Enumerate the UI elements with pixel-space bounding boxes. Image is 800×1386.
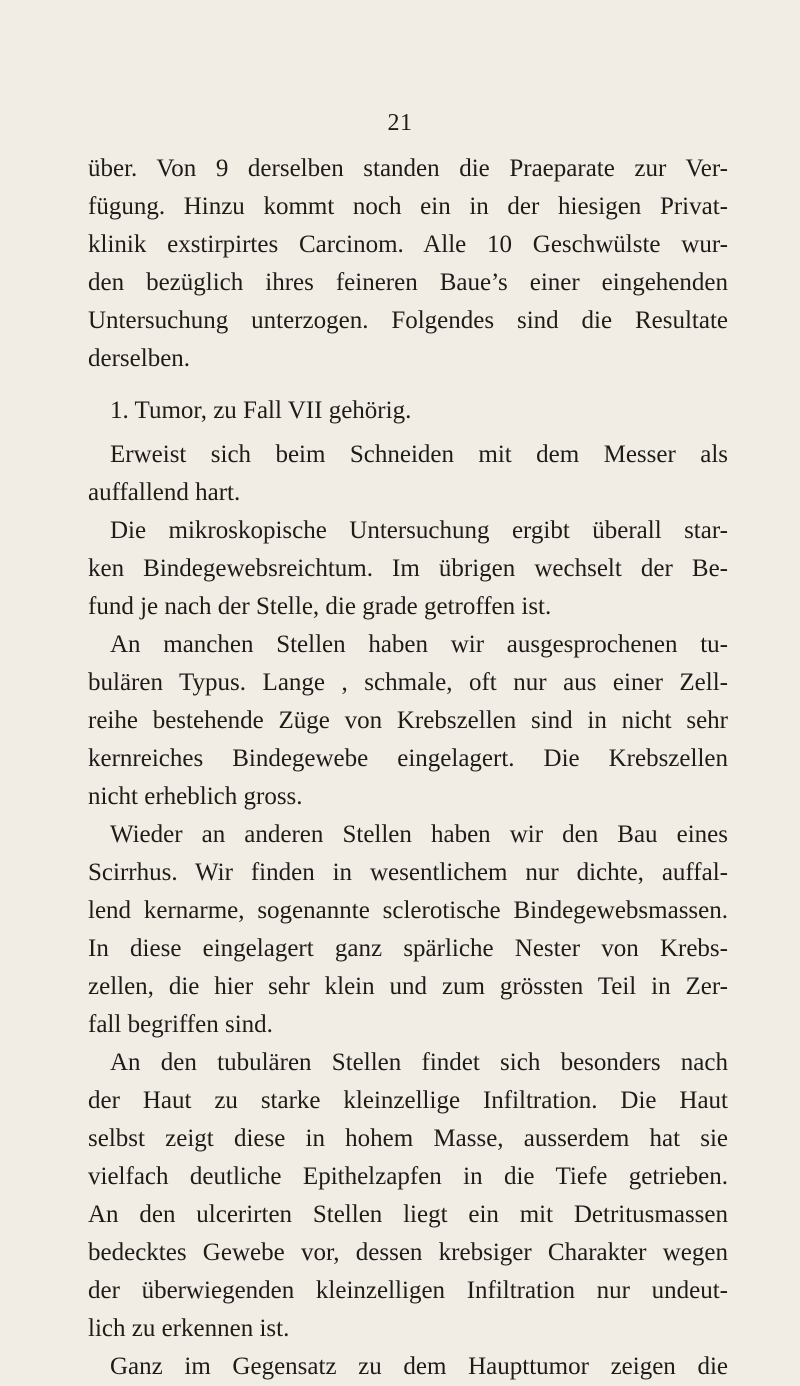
text-line: 1. Tumor, zu Fall VII gehörig. <box>110 397 412 424</box>
text-line: über. Von 9 derselben standen die Praeparate zur Ver- <box>88 155 728 182</box>
text-line: auffallend hart. <box>88 479 241 506</box>
text-line: An den ulcerirten Stellen liegt ein mit Detritusmassen <box>88 1201 728 1228</box>
text-line: lich zu erkennen ist. <box>88 1315 290 1342</box>
text-line: reihe bestehende Züge von Krebszellen sind in nicht sehr <box>88 707 728 734</box>
text-line: Untersuchung unterzogen. Folgendes sind die Resultate <box>88 307 728 334</box>
text-line: fall begriffen sind. <box>88 1011 273 1038</box>
text-line: fügung. Hinzu kommt noch ein in der hiesigen Privat- <box>88 193 728 220</box>
text-line: selbst zeigt diese in hohem Masse, ausserdem hat sie <box>88 1125 728 1152</box>
text-line: Ganz im Gegensatz zu dem Haupttumor zeigen die <box>110 1353 728 1380</box>
page-number: 21 <box>387 110 413 136</box>
text-line: Scirrhus. Wir finden in wesentlichem nur dichte, auffal- <box>88 859 728 886</box>
text-line: nicht erheblich gross. <box>88 783 303 810</box>
text-line: bedecktes Gewebe vor, dessen krebsiger Charakter wegen <box>88 1239 728 1266</box>
text-line: Die mikroskopische Untersuchung ergibt überall star- <box>110 517 728 544</box>
text-line: klinik exstirpirtes Carcinom. Alle 10 Geschwülste wur- <box>88 231 728 258</box>
text-line: den bezüglich ihres feineren Baue’s einer eingehenden <box>88 269 728 296</box>
text-line: zellen, die hier sehr klein und zum grössten Teil in Zer- <box>88 973 728 1000</box>
text-line: kernreiches Bindegewebe eingelagert. Die Krebszellen <box>88 745 728 772</box>
text-line: der überwiegenden kleinzelligen Infiltration nur undeut- <box>88 1277 728 1304</box>
text-line: An manchen Stellen haben wir ausgesprochenen tu- <box>110 631 728 658</box>
body-text <box>88 150 728 1386</box>
text-line: lend kernarme, sogenannte sclerotische Bindegewebsmassen. <box>88 897 728 924</box>
text-line: Erweist sich beim Schneiden mit dem Messer als <box>110 441 728 468</box>
text-line: In diese eingelagert ganz spärliche Nester von Krebs- <box>88 935 728 962</box>
text-line: fund je nach der Stelle, die grade getroffen ist. <box>88 593 552 620</box>
text-line: Wieder an anderen Stellen haben wir den Bau eines <box>110 821 728 848</box>
text-line: der Haut zu starke kleinzellige Infiltration. Die Haut <box>88 1087 728 1114</box>
text-line: ken Bindegewebsreichtum. Im übrigen wechselt der Be- <box>88 555 728 582</box>
text-line: An den tubulären Stellen findet sich besonders nach <box>110 1049 728 1076</box>
text-line: derselben. <box>88 345 191 372</box>
text-line: vielfach deutliche Epithelzapfen in die Tiefe getrieben. <box>88 1163 728 1190</box>
text-line: bulären Typus. Lange , schmale, oft nur aus einer Zell- <box>88 669 728 696</box>
